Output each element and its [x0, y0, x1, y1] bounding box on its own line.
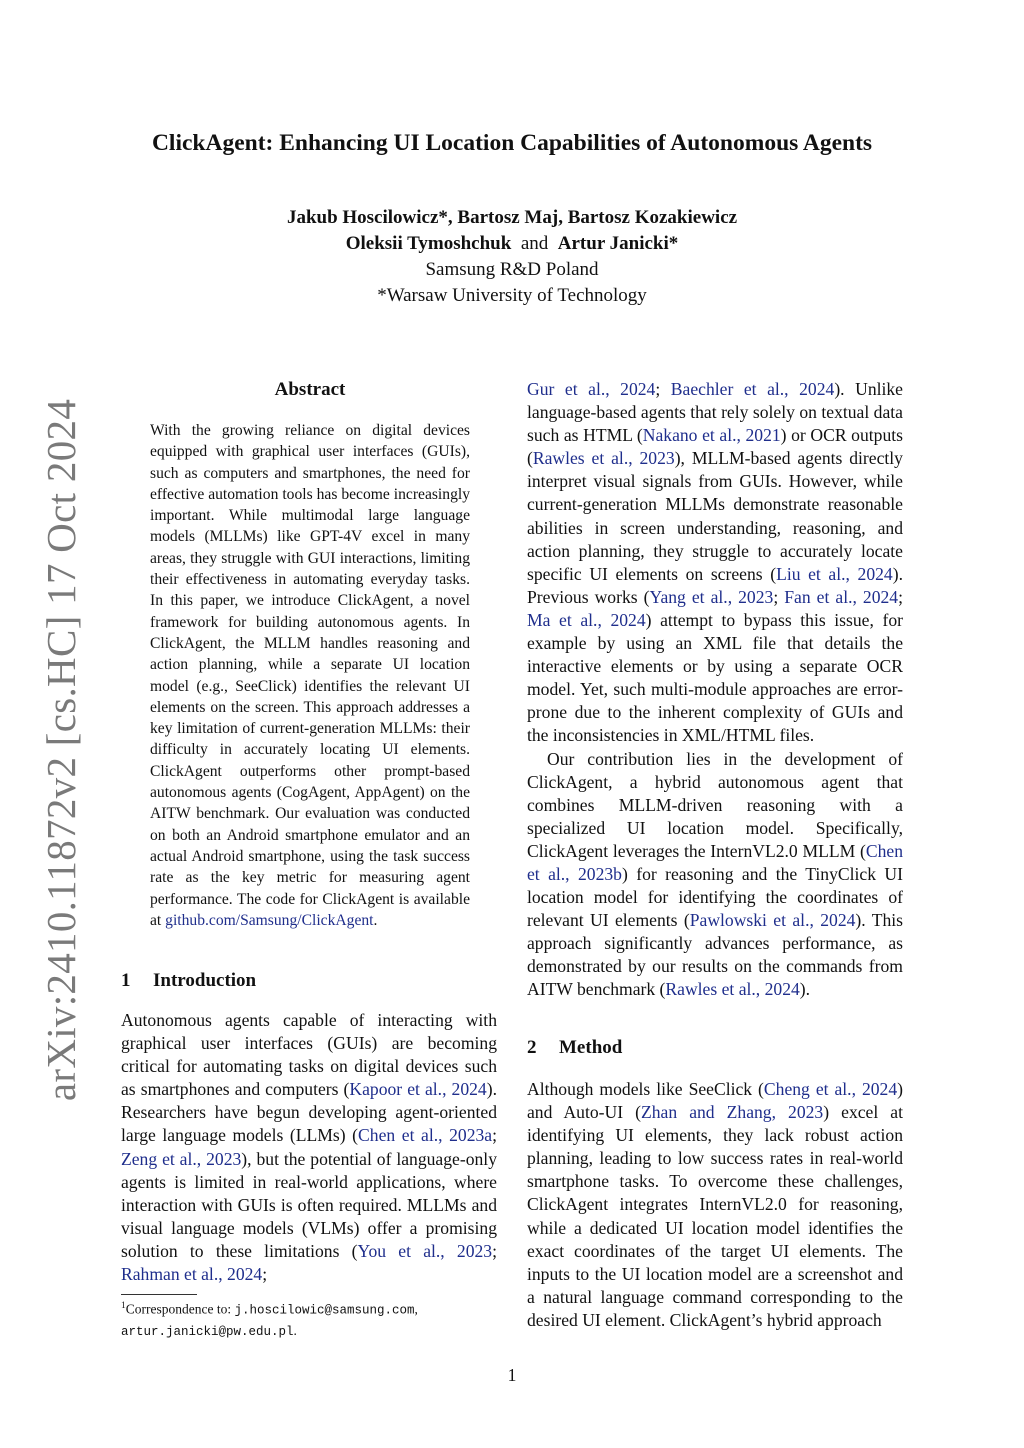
- introduction-continued: [527, 378, 903, 1002]
- author-and: and: [520, 233, 549, 254]
- abstract-heading: Abstract: [274, 379, 346, 400]
- citation-link[interactable]: Liu et al., 2024: [776, 563, 893, 584]
- citation-link[interactable]: You et al., 2023: [357, 1240, 493, 1261]
- citation-link[interactable]: Chen et al., 2023b: [527, 840, 903, 884]
- text-run: Autonomous agents capable of interacting with graphical user interfaces (GUIs) are becoming critical for automating tasks on digital devices such as smartphones and computers (: [121, 1010, 497, 1100]
- text-run: ;: [898, 586, 903, 607]
- text-run: ) and Auto-UI (: [527, 1079, 903, 1123]
- section-2-number: 2: [527, 1037, 537, 1058]
- text-run: ). Researchers have begun developing agent-oriented large language models (LLMs) (: [121, 1079, 497, 1146]
- footnote: [121, 1297, 497, 1342]
- affiliation-samsung: Samsung R&D Poland: [425, 259, 599, 280]
- method-paragraph: [527, 1078, 903, 1332]
- text-run: ), but the potential of language-only agents is limited in real-world applications, where interaction with GUIs is often required. MLLMs and visual language models (VLMs) offer a promising solution to these limitations (: [121, 1148, 497, 1261]
- abstract-text: With the growing reliance on digital devices equipped with graphical user interfaces (GUIs), such as computers and smartphones, the need for effective automation tools has become increasingly important. While multimodal large language models (MLLMs) like GPT-4V excel in many areas, they struggle with GUI interactions, limiting their effectiveness in automating everyday tasks. In this paper, we introduce ClickAgent, a novel framework for building autonomous agents. In ClickAgent, the MLLM handles reasoning and action planning, while a separate UI location model (e.g., SeeClick) identifies the relevant UI elements on the screen. This approach addresses a key limitation of current-generation MLLMs: their difficulty in accurately locating UI elements. ClickAgent outperforms other prompt-based autonomous agents (CogAgent, AppAgent) on the AITW benchmark. Our evaluation was conducted on both an Android smartphone emulator and an actual Android smartphone, using the task success rate as the key metric for measuring agent performance. The code for ClickAgent is available at: [150, 422, 470, 929]
- citation-link[interactable]: Zeng et al., 2023: [121, 1148, 242, 1169]
- section-2-title: Method: [559, 1037, 623, 1058]
- text-run: ).: [799, 979, 811, 1000]
- footnote-mark: 1: [121, 1301, 126, 1311]
- text-run: ) for reasoning and the TinyClick UI location model for identifying the coordinates of relevant UI elements (: [527, 863, 903, 931]
- footnote-prefix: Correspondence to:: [125, 1301, 235, 1317]
- citation-link[interactable]: Chen et al., 2023a: [358, 1125, 493, 1146]
- citation-link[interactable]: Ma et al., 2024: [527, 609, 646, 630]
- text-run: ) or OCR outputs (: [527, 425, 903, 469]
- citation-link[interactable]: Zhan and Zhang, 2023: [641, 1102, 824, 1123]
- author-janicki: Artur Janicki*: [557, 233, 679, 254]
- citation-link[interactable]: Yang et al., 2023: [649, 586, 774, 607]
- section-1-title: Introduction: [153, 970, 257, 991]
- citation-link[interactable]: Rawles et al., 2024: [665, 979, 800, 1000]
- citation-link[interactable]: Rahman et al., 2024: [121, 1264, 263, 1285]
- intro-paragraph-continued: [527, 378, 903, 748]
- page-number: 1: [507, 1365, 517, 1385]
- author-tymoshchuk: Oleksii Tymoshchuk: [345, 233, 512, 254]
- text-run: ;: [773, 586, 785, 607]
- text-run: ). This approach significantly advances performance, as demonstrated by our results on the commands from AITW benchmark (: [527, 910, 904, 1000]
- method-body: [527, 1078, 903, 1332]
- introduction-body: [121, 1009, 497, 1286]
- intro-paragraph: [121, 1009, 497, 1286]
- arxiv-side-stamp: arXiv:2410.11872v2 [cs.HC] 17 Oct 2024: [38, 398, 84, 1102]
- citation-link[interactable]: Pawlowski et al., 2024: [689, 910, 856, 931]
- text-run: ), MLLM-based agents directly interpret visual signals from GUIs. However, while current-generation MLLMs demonstrate reasonable abilities in screen understanding, reasoning, and action planning, they struggle to accurately locate specific UI elements on screens (: [527, 448, 903, 584]
- footnote-rule: [121, 1294, 197, 1295]
- citation-link[interactable]: Gur et al., 2024: [527, 379, 656, 399]
- section-1-heading: [121, 970, 256, 992]
- footnote-email-1[interactable]: j.hoscilowic@samsung.com: [234, 1303, 415, 1318]
- abstract-body: [150, 420, 470, 931]
- citation-link[interactable]: Fan et al., 2024: [784, 586, 899, 607]
- github-link[interactable]: github.com/Samsung/ClickAgent: [165, 911, 374, 929]
- text-run: ). Previous works (: [527, 563, 903, 607]
- text-run: ) excel at identifying UI elements, they lack robust action planning, leading to low success rates in real-world smartphone tasks. To overcome these challenges, ClickAgent integrates InternVL2.0 for reasoning, while a dedicated UI location model identifies the exact coordinates of the target UI elements. The inputs to the UI location model are a screenshot and a natural language command corresponding to the desired UI element. ClickAgent’s hybrid approach: [527, 1102, 903, 1330]
- text-run: Our contribution lies in the development of ClickAgent, a hybrid autonomous agent that combines MLLM-driven reasoning with a specialized UI location model. Specifically, ClickAgent leverages the InternVL2.0 MLLM (: [527, 748, 903, 861]
- citation-link[interactable]: Cheng et al., 2024: [763, 1079, 898, 1099]
- paper-title: ClickAgent: Enhancing UI Location Capabilities of Autonomous Agents: [151, 130, 873, 156]
- citation-link[interactable]: Rawles et al., 2023: [532, 448, 675, 469]
- text-run: Although models like SeeClick (: [527, 1079, 764, 1099]
- citation-link[interactable]: Kapoor et al., 2024: [349, 1079, 487, 1100]
- footnote-email-2[interactable]: artur.janicki@pw.edu.pl: [121, 1324, 294, 1339]
- author-line-2: [0, 231, 1024, 257]
- section-2-heading: [527, 1037, 622, 1059]
- text-run: ;: [262, 1264, 268, 1285]
- affiliation-warsaw: *Warsaw University of Technology: [377, 285, 647, 306]
- text-run: ) attempt to bypass this issue, for example by using an XML file that details the interactive elements or by using a separate OCR model. Yet, such multi-module approaches are error-prone due to the inherent complexity of GUIs and the inconsistencies in XML/HTML files.: [527, 609, 903, 746]
- footnote-end: .: [293, 1322, 297, 1338]
- text-run: ;: [655, 379, 671, 399]
- footnote-sep: ,: [414, 1301, 418, 1317]
- text-run: ;: [492, 1240, 497, 1261]
- text-run: ;: [492, 1125, 497, 1146]
- contribution-paragraph: [527, 748, 903, 1002]
- citation-link[interactable]: Nakano et al., 2021: [642, 425, 781, 446]
- text-run: ). Unlike language-based agents that rely solely on textual data such as HTML (: [527, 379, 903, 446]
- author-block: [0, 205, 1024, 309]
- citation-link[interactable]: Baechler et al., 2024: [670, 379, 835, 399]
- section-1-number: 1: [121, 970, 131, 991]
- author-line-1: Jakub Hoscilowicz*, Bartosz Maj, Bartosz Kozakiewicz: [286, 207, 738, 228]
- abstract-end: .: [373, 911, 378, 929]
